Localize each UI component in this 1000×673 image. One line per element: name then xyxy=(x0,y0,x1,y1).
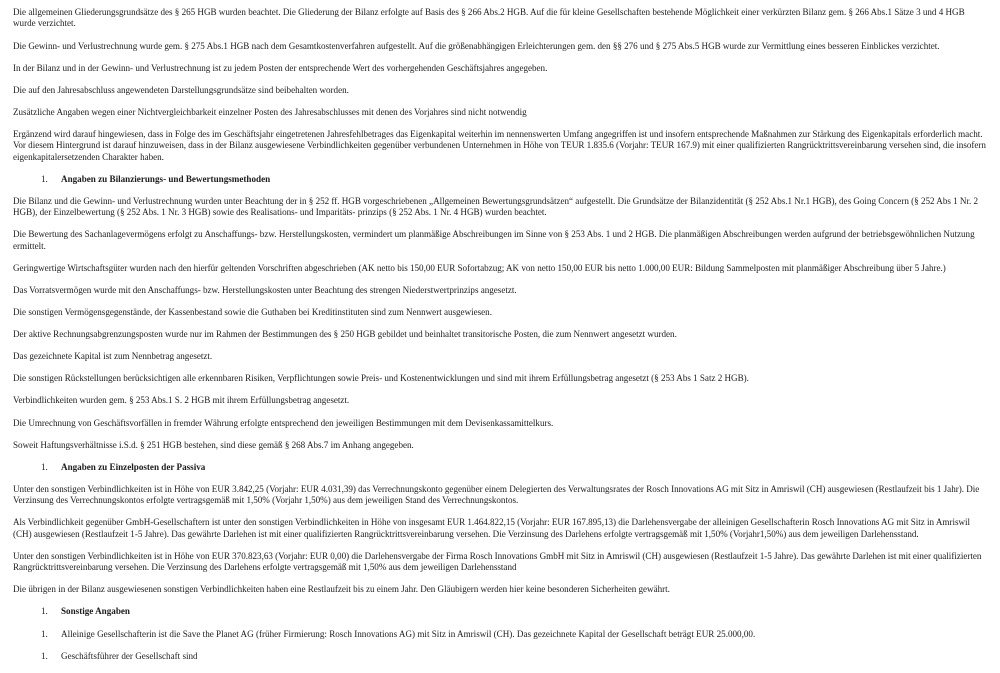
list-item-gesellschafterin xyxy=(13,629,987,640)
list-item-geschaeftsfuehrer xyxy=(13,651,987,662)
section-title: Angaben zu Einzelposten der Passiva xyxy=(61,461,206,472)
paragraph-darlehen-gmbh: Unter den sonstigen Verbindlichkeiten ist in Höhe von EUR 370.823,63 (Vorjahr: EUR 0,00) die Darlehensvergabe der Firma Rosch Innovations GmbH mit Sitz in Amriswil (CH) ausgewiesen (Restlaufzeit 1-5 Jahre). Das gewährte Darlehen ist mit einer qualifizierten Rangrücktrittsvereinbarung versehen. Die Verzinsung des Darlehens erfolgte vertragsgemäß mit 1,50% aus dem jeweiligen Darlehensstand xyxy=(13,550,982,573)
paragraph-vorjahreswerte: In der Bilanz und in der Gewinn- und Verlustrechnung ist zu jedem Posten der entsprechende Wert des vorhergehenden Geschäftsjahres angegeben. xyxy=(13,62,548,73)
paragraph-gezeichnetes-kapital: Das gezeichnete Kapital ist zum Nennbetrag angesetzt. xyxy=(13,351,213,362)
section-heading-sonstige xyxy=(13,606,987,617)
paragraph-verbindlichkeiten: Verbindlichkeiten wurden gem. § 253 Abs.1 S. 2 HGB mit ihrem Erfüllungsbetrag angesetzt. xyxy=(13,395,350,406)
section-heading-bilanzierung xyxy=(13,174,987,185)
paragraph-gesellschafterdarlehen: Als Verbindlichkeit gegenüber GmbH-Gesellschaftern ist unter den sonstigen Verbindlichkeiten in Höhe von insgesamt EUR 1.464.822,15 (Vorjahr: EUR 167.895,13) die Darlehensvergabe der alleinigen Gesellschafterin Rosch Innovations AG mit Sitz in Amriswil (CH) ausgewiesen (Restlaufzeit 1-5 Jahre). Das gewährte Darlehen ist mit einer qualifizierten Rangrücktrittsvereinbarung versehen. Die Verzinsung des Darlehens erfolgte vertragsgemäß mit 1,50% (Vorjahr1,50%) aus dem jeweiligen Darlehensstand. xyxy=(13,517,971,539)
section-title: Sonstige Angaben xyxy=(61,606,130,617)
paragraph-sachanlagevermoegen: Die Bewertung des Sachanlagevermögens erfolgt zu Anschaffungs- bzw. Herstellungskosten, vermindert um planmäßige Abschreibungen im Sinne von § 253 Abs. 1 und 2 HGB. Die planmäßigen Abschreibungen werden aufgrund der betriebsgewöhnlichen Nutzung ermittelt. xyxy=(13,229,975,251)
paragraph-haftungsverhaeltnisse: Soweit Haftungsverhältnisse i.S.d. § 251 HGB bestehen, sind diese gemäß § 268 Abs.7 im Anhang angegeben. xyxy=(13,439,414,450)
paragraph-darstellungsgrundsaetze: Die auf den Jahresabschluss angewendeten Darstellungsgrundsätze sind beibehalten worden. xyxy=(13,84,349,95)
paragraph-vergleichbarkeit: Zusätzliche Angaben wegen einer Nichtvergleichbarkeit einzelner Posten des Jahresabschlusses mit denen des Vorjahres sind nicht notwendig xyxy=(13,106,527,117)
paragraph-rechnungsabgrenzung: Der aktive Rechnungsabgrenzungsposten wurde nur im Rahmen der Bestimmungen des § 250 HGB gebildet und beinhaltet transitorische Posten, die zum Nennwert angesetzt wurden. xyxy=(13,329,677,340)
list-item-text: Geschäftsführer der Gesellschaft sind xyxy=(61,650,198,661)
section-number: 1. xyxy=(41,606,48,617)
paragraph-waehrungsumrechnung: Die Umrechnung von Geschäftsvorfällen in fremder Währung erfolgte entsprechend den jeweiligen Bestimmungen mit dem Devisenkassamittelkurs. xyxy=(13,417,554,428)
paragraph-rueckstellungen: Die sonstigen Rückstellungen berücksichtigen alle erkennbaren Risiken, Verpflichtungen sowie Preis- und Kostenentwicklungen und sind mit ihrem Erfüllungsbetrag angesetzt (§ 253 Abs 1 Satz 2 HGB). xyxy=(13,373,749,384)
section-heading-passiva xyxy=(13,462,987,473)
paragraph-restlaufzeit: Die übrigen in der Bilanz ausgewiesenen sonstigen Verbindlichkeiten haben eine Restlaufzeit bis zu einem Jahr. Den Gläubigern werden hier keine besonderen Sicherheiten gewährt. xyxy=(13,584,670,595)
list-item-text: Alleinige Gesellschafterin ist die Save the Planet AG (früher Firmierung: Rosch Innovations AG) mit Sitz in Amriswil (CH). Das gezeichnete Kapital der Gesellschaft beträgt EUR 25.000,00. xyxy=(61,628,756,639)
paragraph-verrechnungskonto: Unter den sonstigen Verbindlichkeiten ist in Höhe von EUR 3.842,25 (Vorjahr: EUR 4.031,39) das Verrechnungskonto gegenüber einem Delegierten des Verwaltungsrates der Rosch Innovations AG mit Sitz in Amriswil (CH) ausgewiesen (Restlaufzeit bis 1 Jahr). Die Verzinsung des Verrechnungskontos erfolgte vertragsgemäß mit 1,50% (Vorjahr 1,50%) aus dem jeweiligen Stand des Verrechnungskontos. xyxy=(13,483,980,506)
paragraph-sonstige-vermoegensgegenstaende: Die sonstigen Vermögensgegenstände, der Kassenbestand sowie die Guthaben bei Kreditinstituten sind zum Nennwert ausgewiesen. xyxy=(13,307,492,318)
section-title: Angaben zu Bilanzierungs- und Bewertungsmethoden xyxy=(61,173,271,184)
list-item-number: 1. xyxy=(41,628,48,639)
paragraph-bewertungsgrundsaetze: Die Bilanz und die Gewinn- und Verlustrechnung wurden unter Beachtung der in § 252 ff. HGB vorgeschriebenen „Allgemeinen Bewertungsgrundsätzen“ aufgestellt. Die Grundsätze der Bilanzidentität (§ 252 Abs.1 Nr.1 HGB), des Going Concern (§ 252 Abs 1 Nr. 2 HGB), der Einzelbewertung (§ 252 Abs. 1 Nr. 3 HGB) sowie des Realisations- und Imparitäts- prinzips (§ 252 Abs. 1 Nr. 4 HGB) wurden beachtet. xyxy=(13,195,978,218)
paragraph-vorratsvermoegen: Das Vorratsvermögen wurde mit den Anschaffungs- bzw. Herstellungskosten unter Beachtung des strengen Niederstwertprinzips angesetzt. xyxy=(13,284,517,295)
section-number: 1. xyxy=(41,461,48,472)
paragraph-guv: Die Gewinn- und Verlustrechnung wurde gem. § 275 Abs.1 HGB nach dem Gesamtkostenverfahren aufgestellt. Auf die größenabhängigen Erleichterungen gem. den §§ 276 und § 275 Abs.5 HGB wurde zur Vermittlung eines besseren Einblickes verzichtet. xyxy=(13,40,940,51)
paragraph-eigenkapital-hinweis: Ergänzend wird darauf hingewiesen, dass in Folge des im Geschäftsjahr eingetretenen Jahresfehlbetrages das Eigenkapital weiterhin im nennenswerten Umfang angegriffen ist und insofern entsprechende Maßnahmen zur Stärkung des Eigenkapitals erforderlich macht. Vor diesem Hintergrund ist darauf hinzuweisen, dass in der Bilanz ausgewiesene Verbindlichkeiten gegenüber verbundenen Unternehmen in Höhe von TEUR 1.835.6 (Vorjahr: TEUR 167.9) mit einer qualifizierten Rangrücktrittsvereinbarung versehen sind, die insofern eigenkapitalersetzenden Charakter haben. xyxy=(13,128,986,162)
list-item-number: 1. xyxy=(41,650,48,661)
section-number: 1. xyxy=(41,173,48,184)
paragraph-gliederung: Die allgemeinen Gliederungsgrundsätze des § 265 HGB wurden beachtet. Die Gliederung der Bilanz erfolgte auf Basis des § 266 Abs.2 HGB. Auf die für kleine Gesellschaften bestehende Möglichkeit einer verkürzten Bilanz gem. § 266 Abs.1 Sätze 3 und 4 HGB wurde verzichtet. xyxy=(13,7,965,29)
paragraph-gwg: Geringwertige Wirtschaftsgüter wurden nach den hierfür geltenden Vorschriften abgeschrieben (AK netto bis 150,00 EUR Sofortabzug; AK von netto 150,00 EUR bis netto 1.000,00 EUR: Bildung Sammelposten mit planmäßiger Abschreibung über 5 Jahre.) xyxy=(13,262,946,273)
